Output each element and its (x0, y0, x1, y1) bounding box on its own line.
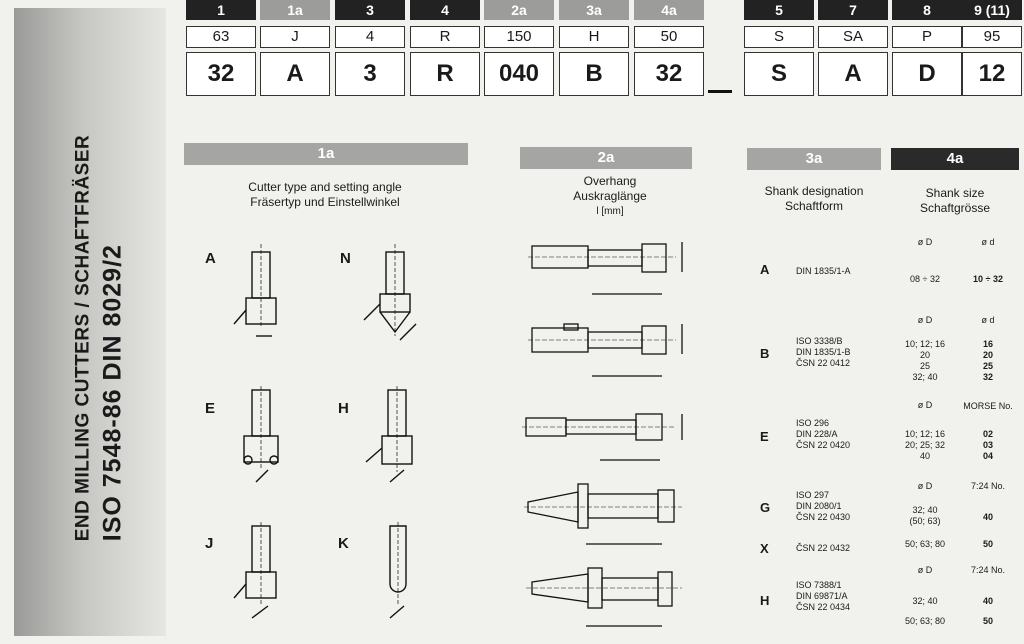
size-value-small-d: 10 ÷ 32 (973, 274, 1003, 284)
size-value: 32; 40 (912, 505, 938, 515)
code-header: 3a (559, 0, 629, 20)
size-value: 25 (982, 361, 993, 371)
code-example: 4 (335, 26, 405, 48)
shank-g-drawing (522, 478, 692, 550)
size-header-d: ø D (917, 315, 933, 325)
code-value: 12 (962, 52, 1022, 96)
shank-row-letter: A (760, 262, 770, 277)
code-header: 7 (818, 0, 888, 20)
standard-line: ISO 7388/1 (796, 580, 842, 590)
caption-de: Fräsertyp und Einstellwinkel (250, 195, 400, 209)
caption-en: Shank designation (764, 184, 864, 198)
code-header: 1 (186, 0, 256, 20)
code-value: B (559, 52, 629, 96)
type-letter: N (340, 250, 351, 267)
size-value: 25 (919, 361, 930, 371)
cutter-type-n-drawing (360, 244, 424, 344)
size-value: 16 (982, 339, 993, 349)
code-col-8 (892, 0, 962, 96)
shank-row-letter: H (760, 593, 770, 608)
shank-row-letter: E (760, 429, 769, 444)
shank-h-drawing (522, 562, 692, 632)
standard-line: ISO 297 (796, 490, 830, 500)
size-header-d: ø D (917, 565, 933, 575)
code-col-2a (484, 0, 554, 96)
size-values-morse (960, 429, 1016, 462)
section-caption-3a (752, 184, 876, 214)
size-header-taper: 7:24 No. (970, 565, 1006, 575)
shank-standard: DIN 1835/1-A (796, 266, 851, 276)
size-value-d: 50; 63; 80 (904, 616, 946, 626)
size-value: 20 (919, 350, 930, 360)
cutter-type-e-drawing (228, 386, 288, 486)
standard-line: DIN 228/A (796, 429, 838, 439)
code-example: S (744, 26, 814, 48)
side-title-band (14, 8, 166, 636)
standard-line: ČSN 22 0412 (796, 358, 851, 368)
standard-line: ISO 296 (796, 418, 830, 428)
code-value: 32 (634, 52, 704, 96)
size-value-d: 50; 63; 80 (904, 539, 946, 549)
caption-en: Shank size (925, 186, 985, 200)
size-value: 20; 25; 32 (904, 440, 946, 450)
code-example: H (559, 26, 629, 48)
code-example: 95 (962, 26, 1022, 48)
standard-line: ČSN 22 0430 (796, 512, 851, 522)
section-caption-1a (230, 180, 420, 210)
code-header: 5 (744, 0, 814, 20)
shank-e-drawing (520, 406, 692, 470)
code-header: 9 (11) (962, 0, 1022, 20)
code-value: S (744, 52, 814, 96)
side-title-line1: END MILLING CUTTERS / SCHAFTFRÄSER (72, 134, 94, 542)
code-example: SA (818, 26, 888, 48)
code-col-7 (818, 0, 888, 96)
size-header-d: ø D (917, 481, 933, 491)
size-values-small-d (960, 339, 1016, 383)
code-example: 50 (634, 26, 704, 48)
side-title (73, 135, 128, 542)
shank-row-letter: X (760, 541, 769, 556)
size-value: 02 (982, 429, 993, 439)
code-example: 63 (186, 26, 256, 48)
code-header: 2a (484, 0, 554, 20)
size-header-small-d: ø d (981, 237, 995, 247)
shank-standard (796, 336, 851, 369)
code-separator-dash (708, 90, 732, 93)
code-value: 3 (335, 52, 405, 96)
shank-b-drawing (526, 314, 692, 386)
caption-de: Schaftform (784, 199, 844, 213)
size-value-taper: 40 (982, 512, 993, 522)
size-value: (50; 63) (909, 516, 941, 526)
section-caption-4a (895, 186, 1015, 216)
shank-row-letter: G (760, 500, 771, 515)
caption-de: Auskraglänge (573, 189, 647, 203)
code-col-4a (634, 0, 704, 96)
size-value: 10; 12; 16 (904, 429, 946, 439)
size-header-d: ø D (917, 400, 933, 410)
size-values-d (895, 339, 955, 383)
code-col-1a (260, 0, 330, 96)
cutter-type-k-drawing (360, 522, 424, 622)
caption-unit: l [mm] (596, 206, 624, 217)
type-letter: H (338, 400, 349, 417)
code-col-4 (410, 0, 480, 96)
code-header: 1a (260, 0, 330, 20)
size-value: 03 (982, 440, 993, 450)
code-value: 32 (186, 52, 256, 96)
size-value: 10; 12; 16 (904, 339, 946, 349)
size-header-small-d: ø d (981, 315, 995, 325)
code-col-1 (186, 0, 256, 96)
code-value: 040 (484, 52, 554, 96)
code-col-3a (559, 0, 629, 96)
shank-standard (796, 418, 850, 451)
code-example: J (260, 26, 330, 48)
size-value: 40 (919, 451, 930, 461)
code-example: P (892, 26, 962, 48)
standard-line: DIN 2080/1 (796, 501, 842, 511)
shank-standard: ČSN 22 0432 (796, 543, 851, 553)
standard-line: ČSN 22 0434 (796, 602, 851, 612)
size-header-taper: 7:24 No. (970, 481, 1006, 491)
size-value-taper: 40 (982, 596, 993, 606)
size-value-d: 32; 40 (912, 596, 938, 606)
size-value-taper: 50 (982, 539, 993, 549)
shank-standard (796, 580, 850, 613)
caption-en: Overhang (583, 174, 637, 188)
section-header-2a: 2a (520, 147, 692, 169)
standard-line: ISO 3338/B (796, 336, 843, 346)
side-title-line2: ISO 7548-86 DIN 8029/2 (98, 244, 127, 542)
code-header: 4a (634, 0, 704, 20)
cutter-type-h-drawing (360, 386, 424, 486)
section-header-3a: 3a (747, 148, 881, 170)
standard-line: ČSN 22 0420 (796, 440, 851, 450)
size-header-d: ø D (917, 237, 933, 247)
standard-line: DIN 1835/1-B (796, 347, 851, 357)
code-value: A (260, 52, 330, 96)
caption-de: Schaftgrösse (919, 201, 991, 215)
code-col-5 (744, 0, 814, 96)
section-header-4a: 4a (891, 148, 1019, 170)
size-header-morse: MORSE No. (963, 401, 1013, 411)
size-value: 32; 40 (912, 372, 938, 382)
code-value: A (818, 52, 888, 96)
size-value-d: 08 ÷ 32 (910, 274, 940, 284)
shank-standard (796, 490, 850, 523)
type-letter: K (338, 535, 349, 552)
size-value-taper: 50 (982, 616, 993, 626)
size-value: 20 (982, 350, 993, 360)
code-example: R (410, 26, 480, 48)
code-header: 3 (335, 0, 405, 20)
code-example: 150 (484, 26, 554, 48)
standard-line: DIN 69871/A (796, 591, 848, 601)
size-value: 32 (982, 372, 993, 382)
type-letter: J (205, 535, 214, 552)
shank-row-letter: B (760, 346, 770, 361)
cutter-type-j-drawing (228, 522, 288, 622)
code-value: R (410, 52, 480, 96)
code-value: D (892, 52, 962, 96)
section-caption-2a (545, 174, 675, 219)
code-header: 4 (410, 0, 480, 20)
size-values-d (895, 505, 955, 527)
caption-en: Cutter type and setting angle (248, 180, 402, 194)
code-header: 8 (892, 0, 962, 20)
section-header-1a: 1a (184, 143, 468, 165)
type-letter: A (205, 250, 216, 267)
size-value: 04 (982, 451, 993, 461)
code-col-9 (962, 0, 1022, 96)
type-letter: E (205, 400, 216, 417)
size-values-d (895, 429, 955, 462)
shank-a-drawing (526, 232, 692, 304)
code-col-3 (335, 0, 405, 96)
cutter-type-a-drawing (228, 244, 288, 340)
